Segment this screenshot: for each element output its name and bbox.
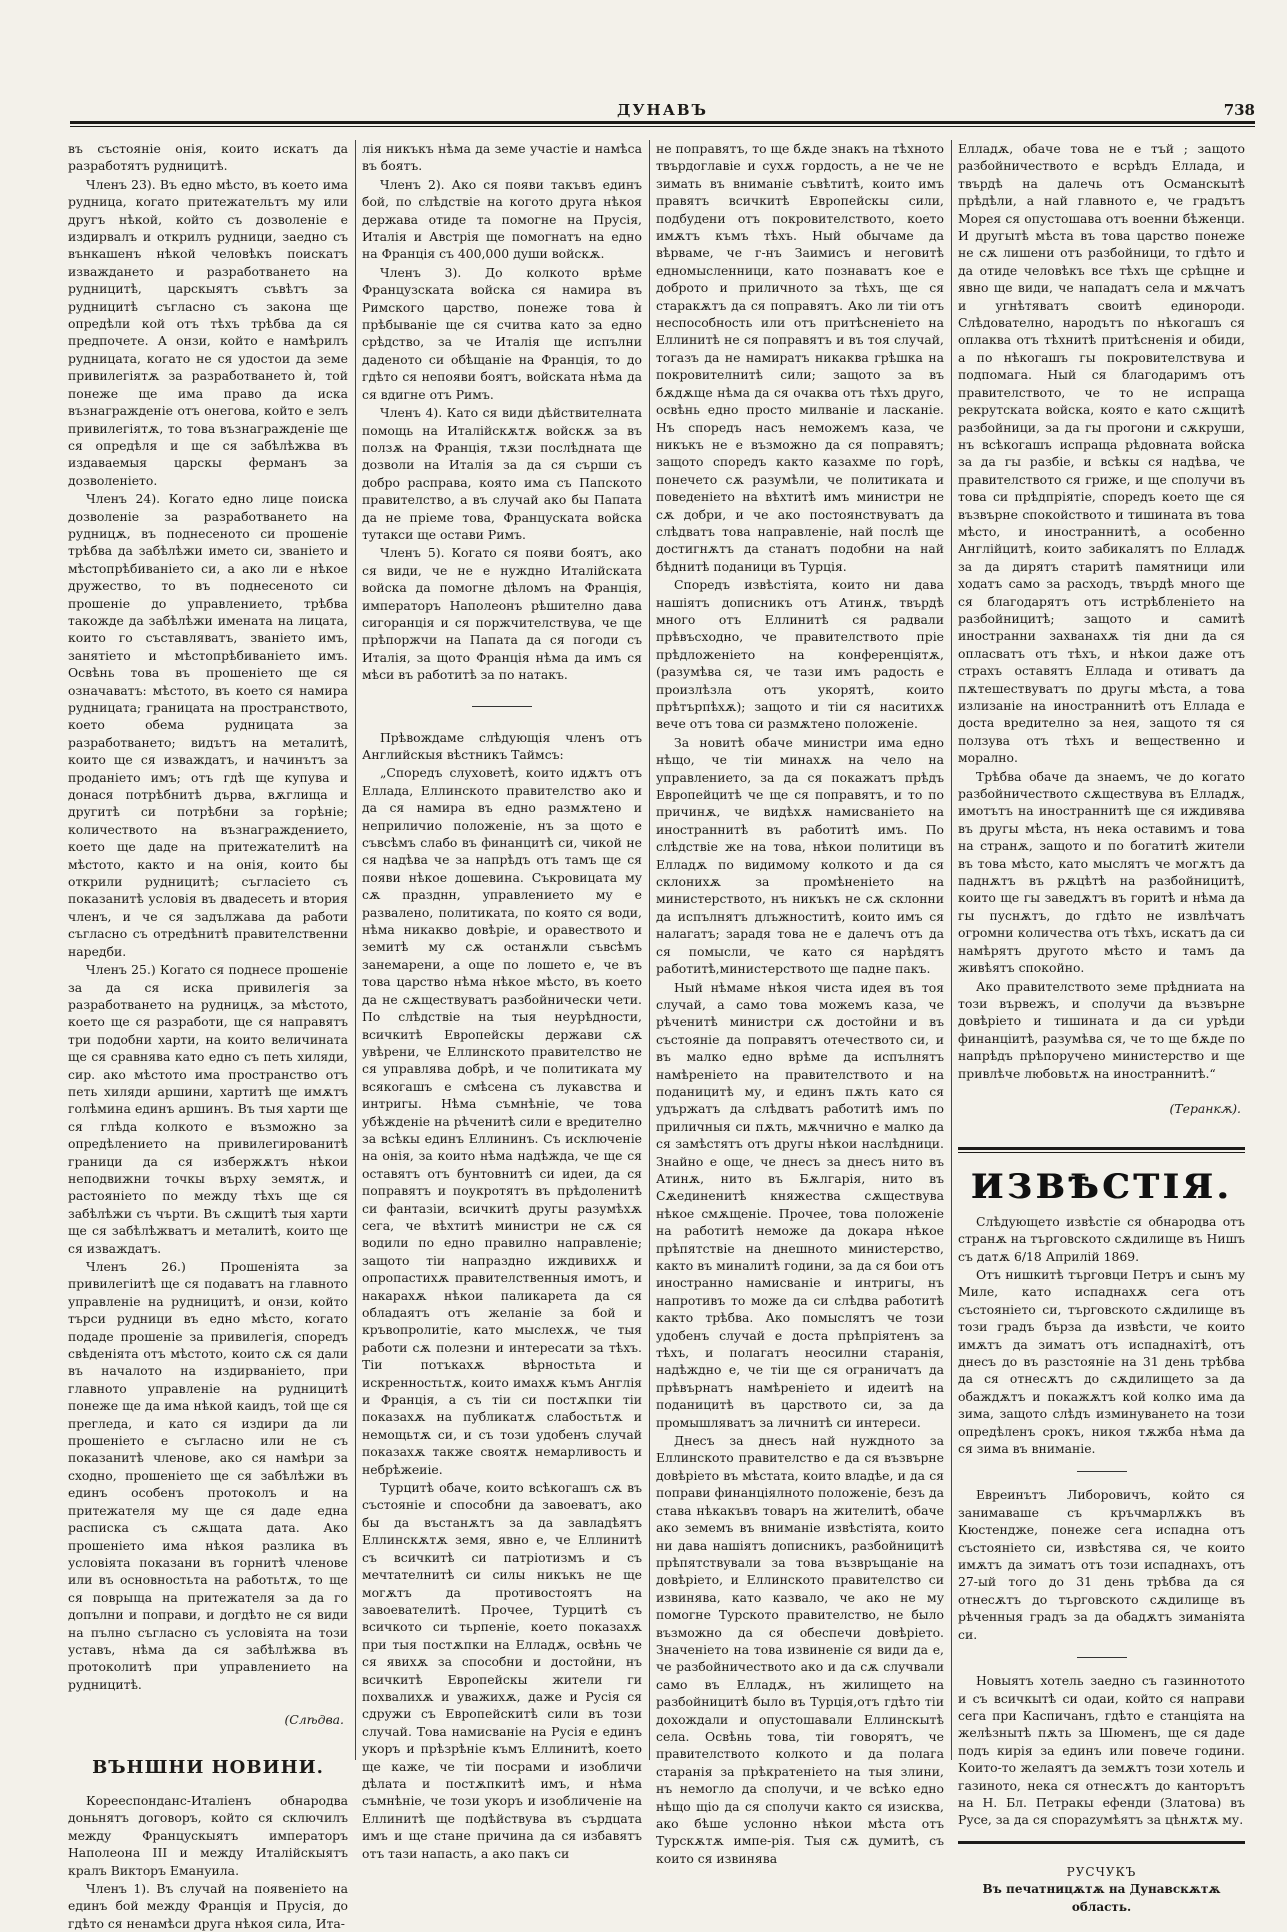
article-paragraph: Членъ 24). Когато едно лице поиска дозволеніе за разработването на рудницѫ, въ поднесеното си прошеніе трѣбва да забѣлѣжи името си, званіето и мѣстопрѣбиваніето си, а ако ли е нѣкое дружество, то въ поднесеното си прошеніе до управлението, трѣбва такожде да забѣлѣжи имената на лицата, които го съставляватъ, званіето имъ, занятіето и мѣстопрѣбиваніето имъ. Освѣнь това въ прошеніето ще ся означаватъ: мѣстото, въ което ся намира рудницата; границата на пространството, което обема рудницата за разработването; видътъ на металитѣ, които ще ся изваждатъ, и начинътъ за проданіето имъ; отъ гдѣ ще купува и донася потрѣбнитѣ дърва, вѫглища и другитѣ си потрѣбни за горѣніе; количеството на възнаграждението, което ще даде на притежателитѣ на мѣстото, както и на онія, които бы открили рудницитѣ; съгласіето съ показанитѣ условія въ двадесеть и втория членъ, и че ся задължава да работи съгласно съ отредѣнитѣ правителственни наредби. — [68, 491, 348, 959]
column-1 — [68, 140, 348, 1931]
column-divider — [951, 140, 952, 1760]
newspaper-title: ДУНАВЪ — [617, 101, 708, 119]
article-paragraph: Членъ 23). Въ едно мѣсто, въ което има рудница, когато притежательтъ му или другъ нѣкой, който съ дозволеніе е издирвалъ и открилъ рудници, заедно съ вънкашенъ нѣкой человѣкъ поискатъ изваждането и разработването на рудницитѣ, царскыятъ съвѣтъ за рудницитѣ съгласно съ закона ще опредѣли кой отъ тѣхъ трѣбва да ся предпочете. А онзи, който е намѣрилъ рудницата, когато не ся удостои да земе привилегіятѫ за разработването ѝ, той понеже ще има право да иска възнагражденіе отъ онегова, който е зелъ привилегіятѫ, то това възнагражденіе ще ся опредѣля и ще ся забѣлѣжва въ издаваемыя царскы ферманъ за дозволеніето. — [68, 176, 348, 488]
column-divider — [355, 140, 356, 1760]
article-paragraph: Ный нѣмаме нѣкоя чиста идея въ тоя случай, а само това можемъ каза, че рѣченитѣ министри сѫ достойни и въ състояніе да поправятъ отечеството си, и въ малко едно врѣме да испълнятъ намѣреніето на правителството и на поданицитѣ му, и единъ пѫть като ся удържатъ да слѣдватъ работитѣ имъ по приличныя си пѫть, мѫчнично е малко да ся замѣстятъ отъ другы нѣкои наслѣдници. Знайно е още, че днесъ за днесъ нито въ Атинѫ, нито въ Бѫлгарія, нито въ Сѫединенитѣ княжества сѫществува нѣкое смѫщеніе. Прочее, това положеніе на работитѣ неможе да докара нѣкое прѣпятствіе на днешното министерство, както въ миналитѣ години, за да ся бои отъ иностранно намисваніе и интригы, нъ напротивъ то може да си слѣдва работитѣ както трѣбва. Ако помыслятъ че този удобенъ случай е доста прѣпріятенъ за тѣхъ, и полагатъ неосилни старанія, надѣждно е, че тіи ще ся ограничатъ да прѣвърнатъ намѣреніето и идеитѣ на поданицитѣ въ царството си, за да промышляватъ за личнитѣ си интереси. — [656, 979, 944, 1430]
column-3 — [656, 140, 944, 1866]
article-paragraph: Елладѫ, обаче това не е тъй ; защото разбойничеството е всрѣдъ Еллада, и твърдѣ на далечь отъ Османскытѣ прѣдѣли, а най главното е, че градътъ Морея ся опустошава отъ военни бѣженци. И другытѣ мѣста въ това царство понеже не сѫ лишени отъ разбойници, то гдѣто и да отиде человѣкъ все тѣхъ ще срѣщне и явно ще види, че нападатъ села и мѫчатъ и угнѣтяватъ своитѣ единороди. Слѣдователно, народътъ по нѣкогашъ ся оплаква отъ тѣхнитѣ притѣсненія и обиди, а по нѣкогашъ гы покровителствува и подпомага. Ный ся благодаримъ отъ правителството, че то не испраща рекрутската войска, която е като сѫщитѣ разбойници, за да гы прогони и сѫкруши, нъ всѣкогашъ испраща рѣдовната войска за да гы разбіе, и всѣкы ся надѣва, че правителството ся гриже, и ще сполучи въ това си прѣдпріятіе, споредъ което ще ся възвърне спокойството и тишината въ това мѣсто, и иностраннитѣ, а особенно Англійцитѣ, които забикалятъ по Елладѫ за да дирятъ старитѣ памятници или ходатъ само за расходъ, твърдѣ много ще ся благодарятъ отъ истрѣбленіето на разбойницитѣ; защото и самитѣ иностранни захванахѫ тія дни да ся опласватъ отъ тѣхъ, и нѣкои даже отъ страхъ оставятъ Еллада и отиватъ да пѫтешествуватъ по другы мѣста, а това излизаніе на иностраннитѣ отъ Еллада е доста вредително за нея, защото тя ся ползува отъ тѣхъ и вещественно и морално. — [958, 141, 1245, 766]
section-rule — [958, 1152, 1245, 1153]
imprint-press: Въ печатницѫтѫ на Дунавскѫтѫ область. — [982, 1882, 1221, 1914]
article-paragraph: Членъ 2). Ако ся появи такъвъ единъ бой, по слѣдствіе на когото друга нѣкоя держава отиде та помогне на Прусія, Италія и Австрія ще помогнатъ на едно на Франція съ 400,000 души войскѫ. — [362, 176, 642, 262]
page-header — [70, 95, 1255, 129]
article-paragraph: Членъ 3). До колкото врѣме Французската войска ся намира въ Римского царство, понеже това ѝ прѣбываніе ще ся считва като за едно срѣдство, за че Италія ще испълни даденото си обѣщаніе на Франція, то до гдѣто ся непояви боятъ, войската нѣма да ся вдигне отъ Римъ. — [362, 264, 642, 402]
section-rule — [958, 1147, 1245, 1150]
article-paragraph: Ако правителството земе прѣдниата на този вървежъ, и сполучи да възвърне довѣріето и тишината и да си урѣди финанціитѣ, разумѣва ся, че то ще бѫде по напрѣдъ прѣпоручено министерство и ще привлѣче любовьтѫ на иностраннитѣ.“ — [958, 978, 1245, 1081]
imprint-rule — [958, 1841, 1245, 1844]
announcement-paragraph: Евреинътъ Либоровичъ, който ся занимаваше съ кръчмарлѫкъ въ Кюстендже, понеже сега испадна отъ състояніето си, извѣстява ся, че които имѫтъ да зиматъ отъ този испаднахъ, отъ 27-ый того до 31 день трѣбва да ся отнесѫтъ до търговското сѫдилище въ рѣченныя градъ за да обадѫтъ зиманіята си. — [958, 1487, 1245, 1642]
article-divider — [472, 706, 532, 707]
article-paragraph: Членъ 25.) Когато ся поднесе прошеніе за да ся иска привилегія за разработването на рудницѫ, за мѣстото, което ще ся разработи, ще ся направятъ три подобни харти, на които величината ще ся сравнява като едно съ петь хиляди, сир. ако мѣстото има пространство отъ петь хиляди аршини, хартитѣ ще имѫтъ голѣмина единъ аршинъ. Въ тыя харти ще ся глѣда колкото е възможно за опредѣлението на привилегированитѣ граници да ся избержѫтъ нѣкои неподвижни точкы върху земятѫ, и растояніето по между тѣхъ ще ся забѣлѣжи съ чърти. Въ сѫщитѣ тыя харти ще ся забѣлѣжватъ и металитѣ, които ще ся изваждатъ. — [68, 962, 348, 1256]
announcement-paragraph: Новыятъ хотель заедно съ газиннотото и съ всичкытѣ си одаи, който ся направи сега при Каспичанъ, гдѣто е станціята на желѣзнытѣ пѫть за Шюменъ, ще ся даде подъ кирія за единъ или повече години. Които-то желаятъ да земѫтъ този хотель и газиното, нека ся отнесѫтъ до канторътъ на Н. Бл. Петракы ефенди (Златова) въ Русе, за да ся спораzумѣятъ за цѣнѫтѫ му. — [958, 1673, 1245, 1828]
article-paragraph: лія никъкъ нѣма да земе участіе и намѣса въ боятъ. — [362, 141, 642, 174]
article-continued-note: (Слѣдва. — [284, 1712, 344, 1728]
announcement-paragraph: Слѣдующето извѣстіе ся обнародва отъ странѫ на търговското сѫдилище въ Нишъ съ датѫ 6/18 Априлій 1869. — [958, 1213, 1245, 1264]
article-paragraph: Днесъ за днесъ най нуждното за Еллинското правителство е да ся възвърне довѣріето въ мѣстата, които владѣе, и да ся поправи финанціялното положеніе, безъ да става нѣкакъвъ товаръ на жителитѣ, обаче ако земемъ въ вниманіе извѣстіята, които ни дава нашіятъ дописникъ, разбойницитѣ прѣпятствували за това възвръщаніе на довѣріето, и Еллинското правителство си извинява, като казвало, че ако не му помогне Турското правителство, не было възможно да ся обеспечи довѣріето. Значеніето на това извиненіе ся види да е, че разбойничеството ако и да сѫ случвали само въ Елладѫ, нъ жилището на разбойницитѣ было въ Турція,отъ гдѣто тіи дохождали и опустошавали Еллинскытѣ села. Освѣнь това, тіи говорятъ, че правителството колкото и да полага старанія за прѣкратеніето на тыя злини, нъ немогло да сполучи, и че всѣко едно нѣщо щіо да ся сполучи както ся изисква, ако бѣше услонно нѣкои мѣста отъ Турскѫтѫ импе-рія. Тыя сѫ думитѣ, съ които ся извинява — [656, 1433, 944, 1866]
announcement-paragraph: Отъ нишкитѣ търговци Петръ и сынъ му Миле, като испаднахѫ сега отъ състояніето си, търговското сѫдилище въ този градъ бързa да извѣсти, че които имѫтъ да зиматъ отъ испаднахітѣ, отъ днесъ до въ разстояніе на 31 день трѣбва да ся отнесѫтъ до сѫдилището за да обаждѫтъ и покажѫтъ кой колко има да зима, защото слѣдъ изминуването на този опредѣленъ срокъ, никоя тѫжба нѣма да ся зима въ вниманіе. — [958, 1266, 1245, 1457]
article-paragraph: не поправятъ, то ще бѫде знакъ на тѣхното твърдоглавіе и сухѫ гордость, а не че не зимать въ вниманіе съвѣтитѣ, които имъ правятъ всичкитѣ Европейскы сили, подбудени отъ покровителството, което имѫтъ къмъ тѣхъ. Ный обычаме да вѣрваме, че г-нъ Заимисъ и неговитѣ едномысленници, като познаватъ кое е доброто и приличното за тѣхъ, ще ся старакѫтъ да ся поправятъ. Ако ли тіи отъ неспособность или отъ притѣсненіето на Еллинитѣ не ся поправятъ и въ тоя случай, тогазъ да не намиратъ никаква грѣшка на покровителнитѣ сили; защото за въ бѫдѫще нѣма да ся очаква отъ тѣхъ друго, освѣнь едно просто милваніе и ласканіе. Нъ споредъ насъ неможемъ каза, че никъкъ не е възможно да ся поправятъ; защото споредъ както казахме по горѣ, понечето сѫ разумѣли, че политиката и поведеніето на вѣхтитѣ имъ министри не сѫ добри, и че ако постоянствуватъ да слѣдватъ това направленіе, най послѣ ще достигнѫтъ да станатъ подобни на най бѣднитѣ поданици въ Турція. — [656, 141, 944, 574]
article-paragraph: Членъ 5). Когато ся появи боятъ, ако ся види, че не е нуждно Италійската войска да помогне дѣломъ на Франція, императоръ Наполеонъ рѣшително дава сигоранція и ся поржчителствува, че ще прѣпоржчи на Папата да ся погоди съ Италія, за щото Франція нѣма да имъ ся мѣси въ работитѣ за по натакъ. — [362, 545, 642, 683]
article-paragraph: Прѣвождаме слѣдующія членъ отъ Английскыя вѣстникъ Таймсъ: — [362, 729, 642, 762]
article-paragraph: Турцитѣ обаче, които всѣкогашъ сѫ въ състояніе и способни да завоеватъ, ако бы да въстанѫтъ за да завладѣятъ Еллинскѫтѫ земя, явно е, че Еллинитѣ съ всичкитѣ си патріотизмъ и съ мечтателнитѣ си силы никъкъ не ще могѫтъ да противостоятъ на завоевателитѣ. Прочее, Турцитѣ съ всичкото си тьрпеніе, което показахѫ при тыя постѫпки на Елладѫ, освѣнь че ся явихѫ за способни и достойни, нъ всичкитѣ Европейскы жители ги похвалихѫ и уважихѫ, даже и Русія ся сдружи съ Европейскитѣ сили въ този случай. Това намисваніе на Русія е единъ укоръ и прѣзрѣніе къмъ Еллинитѣ, което ще каже, че тіи посрами и изобличи дѣлата и постѫпкитѣ имъ, и нѣма съмнѣніе, че този укоръ и изобличеніе на Еллинитѣ ще подѣйствува въ сърдцата имъ и ще стане причина да ся избавятъ отъ тази напасть, а ако пакъ си — [362, 1480, 642, 1861]
announcement-divider — [1077, 1471, 1127, 1472]
article-paragraph: „Споредъ слуховетѣ, които идѫтъ отъ Еллада, Еллинското правителство ако и да ся намира въ едно размѫтено и неприличио положеніе, нъ за щото е съвсѣмъ слабо въ финанцитѣ си, чикой не ся надѣва че за напрѣдъ отъ тамъ ще ся появи нѣкое дошевина. Съкровицата му сѫ празднн, управлението му е развалено, политиката, по която ся води, нѣма никакво довѣріе, и оравеството и земитѣ му сѫ останѫли съвсѣмъ занемарени, а още по лошето е, че въ това царство нѣма нѣкое мѣсто, въ което да не сѫществуватъ разбойнически чети. По слѣдствіе на тыя неурѣдности, всичкитѣ Европейскы держави сѫ увѣрени, че Еллинското правителство не ся управлява добрѣ, и че политиката му всякогашъ е смѣсена съ лукавства и интригы. Нѣма съмнѣніе, че това убѣжденіе на рѣченитѣ сили е вредително за всѣкы единъ Еллининъ. Съ исключеніе на онія, за които нѣма надѣжда, че ще ся оставятъ отъ бунтовнитѣ си идеи, да ся поправятъ и поукротятъ въ прѣдоленитѣ си фантазіи, всичкитѣ другы разумѣхѫ сега, че вѣхтитѣ министри не сѫ ся водили по едно правилно направленіе; защото тіи напраздно иждивихѫ и опропастихѫ правителственныя имотъ, и накарахѫ нѣкои паликарета да ся обладаятъ отъ желаніе за бой и кръвопролитіе, като мыслехѫ, че тыя работи сѫ полезни и интересати за тѣхъ. Тіи потъкахѫ вѣрностьта и искренностьтѫ, които имахѫ къмъ Англія и Франція, а съ тіи си постѫпки тіи показахѫ на публикатѫ слабостьтѫ и немощьтѫ си, и съ този удобенъ случай показахѫ также своятѫ немарливость и небрѣжеиіе. — [362, 765, 642, 1477]
announcement-divider — [1077, 1657, 1127, 1658]
header-rule-thin — [70, 126, 1255, 127]
news-paragraph: Членъ 1). Въ случай на появеніето на единъ бой между Франція и Прусія, до гдѣто ся ненамѣси друга нѣкоя сила, Ита- — [68, 1881, 348, 1931]
article-paragraph: Членъ 4). Като ся види дѣйствителната помощь на Италійскѫтѫ войскѫ за въ ползѫ на Франція, тѫзи послѣдната ще дозволи на Италія за да ся сърши съ добро расправа, която има съ Папското правителство, а въ случай ако бы Папата да не пріеме това, Француската войска тутакси ще остави Римъ. — [362, 405, 642, 542]
news-paragraph: Корееспонданс-Италіенъ обнародва доньнятъ договоръ, който ся сключилъ между Францускыятъ императоръ Наполеона III и между Италійскыятъ кралъ Викторъ Емануила. — [68, 1792, 348, 1878]
article-source: (Теранкѫ). — [1169, 1100, 1241, 1116]
article-paragraph: Споредъ извѣстіята, които ни дава нашіятъ дописникъ отъ Атинѫ, твърдѣ много отъ Еллинитѣ ся радвали прѣвъсходно, че правителството пріе прѣдложеніето на конференціятѫ, (разумѣва ся, че тази имъ радость е произлѣзла отъ укорятѣ, които прѣтърпѣхѫ); защото и тіи ся наситихѫ вече отъ това си размѫтено положеніе. — [656, 577, 944, 732]
article-paragraph: Членъ 26.) Прошеніята за привилегіитѣ ще ся подаватъ на главното управленіе на рудницитѣ, и онзи, който търси рудници въ едно мѣсто, когато подаде прошеніе за привилегія, споредъ свѣденіята отъ мѣстото, които сѫ ся дали въ началото на издирваніето, при главното управленіе на рудницитѣ понеже ще да има нѣкой каидъ, той ще ся прегледа, и като ся издири да ли прошеніето е съгласно или не съ показанитѣ членове, ако ся намѣри за сходно, прошеніето ще ся забѣлѣжи въ единъ особенъ протоколъ и на притежателя му ще ся даде една расписка съ сѫщата дата. Ако прошеніето има нѣкоя разлика въ условіята показани въ горнитѣ членове или въ основностьта на работьтѫ, то ще ся поврыща на притежателя за да го допълни и поправи, и догдѣто не ся види на пълно съгласно съ условіята на този уставъ, нѣма да ся забѣлѣжва въ протоколитѣ при управлението на рудницитѣ. — [68, 1259, 348, 1692]
imprint-city: РУСЧУКЪ — [1066, 1864, 1137, 1879]
section-title-foreign-news: ВЪНШНИ НОВИНИ. — [92, 1756, 324, 1778]
article-paragraph: Трѣбва обаче да знаемъ, че до когато разбойничеството сѫществува въ Елладѫ, имотътъ на иностраннитѣ ще ся иждивява въ другы мѣста, нъ нека оставимъ и това на странѫ, защото и по богатитѣ жители въ това мѣсто, като мыслятъ че могѫтъ да паднѫтъ въ рѫцѣтѣ на разбойницитѣ, които ще гы заведѫтъ въ горитѣ и нѣма да гы пуснѫтъ, до гдѣто не извлѣчатъ огромни количества отъ тѣхъ, искатъ да си намѣрятъ другото мѣсто и тамъ да живѣятъ спокойно. — [958, 768, 1245, 976]
article-paragraph: въ състояніе онія, които искатъ да разработятъ рудницитѣ. — [68, 141, 348, 174]
column-divider — [649, 140, 650, 1760]
column-4 — [958, 140, 1245, 1914]
header-rule-thick — [70, 121, 1255, 124]
page-number: 738 — [1223, 101, 1255, 119]
column-2 — [362, 140, 642, 1861]
article-paragraph: За новитѣ обаче министри има едно нѣщо, че тіи минахѫ на чело на управлението, за да ся покажатъ прѣдъ Европейцитѣ че ще ся поправятъ, и то по причинѫ, че видѣхѫ намисваніето на иностраннитѣ въ работитѣ имъ. По слѣдствіе же на това, нѣкои политици въ Елладѫ по видимому колкото и да ся склонихѫ за промѣненіето на министерството, нъ никъкъ не сѫ склонни да испълнятъ длъжноститѣ, които имъ ся налагатъ; зарадя това не е далечъ отъ да ся помысли, че като ся нарѣдятъ работитѣ,министерството ще падне пакъ. — [656, 734, 944, 977]
section-title-announcements: ИЗВѢСТІЯ. — [970, 1167, 1233, 1208]
